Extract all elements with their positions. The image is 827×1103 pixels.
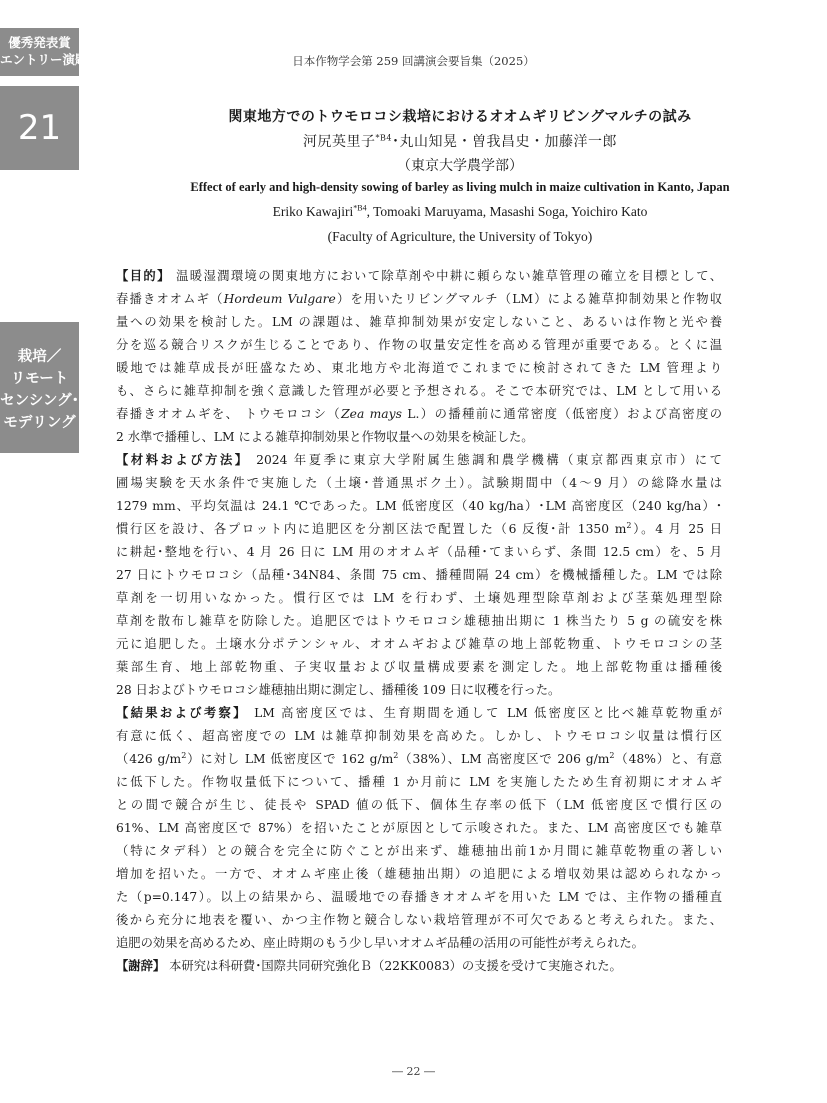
purpose-line: 春播きオオムギを、 トウモロコシ（Zea mays L.）の播種前に通常密度（低密度）および高密度の <box>116 407 722 421</box>
methods-line: 28 日およびトウモロコシ雄穂抽出期に測定し、播種後 109 日に収穫を行った。 <box>116 683 561 697</box>
category-tab <box>0 322 79 453</box>
methods-line: 1279 mm、平均気温は 24.1 ℃であった。LM 低密度区（40 kg/ha）･LM 高密度区（240 kg/ha）･ <box>116 499 722 513</box>
results-line: に低下した。作物収量低下について、播種 1 か月前に LM を実施したため生育初期にオオムギ <box>116 775 722 789</box>
first-author-en: Eriko Kawajiri <box>272 204 354 219</box>
presentation-number-tab <box>0 86 79 170</box>
category-line-1: 栽培／ <box>17 349 62 365</box>
acknowledgement-line: 【謝辞】 本研究は科研費･国際共同研究強化Ｂ（22KK0083）の支援を受けて実施された。 <box>116 959 622 973</box>
methods-line: に耕起･整地を行い、4 月 26 日に LM 用のオオムギ（品種･てまいらず、条間 12.5 cm）を、5 月 <box>116 545 722 559</box>
results-line: 追肥の効果を高めるため、座止時期のもう少し早いオオムギ品種の活用の可能性が考えられた。 <box>116 936 644 950</box>
purpose-heading: 【目的】 <box>116 269 171 283</box>
entry-label: エントリー演題 <box>0 52 88 67</box>
results-line: 増加を招いた。一方で、オオムギ座止後（雄穂抽出期）の追肥による増収効果は認められなかっ <box>116 867 722 881</box>
purpose-line: 【目的】 温暖湿潤環境の関東地方において除草剤や中耕に頼らない雑草管理の確立を目標として、 <box>116 269 722 283</box>
purpose-line: 2 水準で播種し、LM による雑草抑制効果と作物収量への効果を検証した。 <box>116 430 534 444</box>
purpose-line: 春播きオオムギ（Hordeum Vulgare）を用いたリビングマルチ（LM）による雑草抑制効果と作物収 <box>116 292 722 306</box>
journal-header: 日本作物学会第 259 回講演会要旨集（2025） <box>292 54 535 68</box>
category-line-3: センシング･ <box>0 393 79 409</box>
results-heading: 【結果および考察】 <box>116 706 248 720</box>
affiliation-english: (Faculty of Agriculture, the University of Tokyo) <box>327 229 593 244</box>
category-line-4: モデリング <box>3 415 76 431</box>
results-line: との間で競合が生じ、徒長や SPAD 値の低下、個体生存率の低下（LM 低密度区で慣行区の <box>116 798 722 812</box>
coauthors-en: , Tomoaki Maruyama, Masashi Soga, Yoichiro Kato <box>366 204 648 219</box>
author-mark-en: *B4 <box>353 203 367 213</box>
results-line: 【結果および考察】 LM 高密度区では、生育期間を通して LM 低密度区と比べ雑草乾物重が <box>116 706 722 720</box>
page-number: ― 22 ― <box>392 1065 435 1078</box>
authors-english <box>110 204 810 220</box>
category-line-2: リモート <box>10 371 69 387</box>
author-mark-ja: *B4 <box>375 133 392 143</box>
results-line: （426 $g/m^2$）に対し LM 低密度区で 162 $g/m^2(38\%)$、LM 高密度区で 206 $g/m^2(48\%)$と、有意 <box>116 750 722 766</box>
results-line: 61%、LM 高密度区で 87%）を招いたことが原因として示唆された。また、LM 高密度区でも雑草 <box>116 821 722 835</box>
title-japanese: 関東地方でのトウモロコシ栽培におけるオオムギリビングマルチの試み <box>228 109 692 125</box>
methods-line: 草剤を散布し雑草を防除した。追肥区ではトウモロコシ雄穂抽出期に 1 株当たり 5 g の硫安を株 <box>116 614 722 628</box>
methods-line: 草剤を一切用いなかった。慣行区では LM を行わず、土壌処理型除草剤および茎葉処理型除 <box>116 591 722 605</box>
abstract-body <box>116 265 722 978</box>
methods-line: 【材料および方法】 2024 年夏季に東京大学附属生態調和農学機構（東京都西東京市）にて <box>116 453 722 467</box>
affiliation-japanese: （東京大学農学部） <box>397 158 523 174</box>
purpose-line: も、さらに雑草抑制を強く意識した管理が必要と予想される。そこで本研究では、LM として用いる <box>116 384 722 398</box>
purpose-line: 量への効果を検討した。LM の課題は、雑草抑制効果が安定しないこと、あるいは作物と光や養 <box>116 315 722 329</box>
title-english: Effect of early and high-density sowing of barley as living mulch in maize cultivation in Kanto, Japan <box>190 180 730 194</box>
award-label: 優秀発表賞 <box>8 35 71 50</box>
coauthors-ja: ･丸山知晃・曽我昌史・加藤洋一郎 <box>391 134 617 150</box>
presentation-number: 21 <box>17 108 62 148</box>
results-line: た（p=0.147）。以上の結果から、温暖地での春播きオオムギを用いた LM では、主作物の播種直 <box>116 890 722 904</box>
methods-line: 葉部生育、地上部乾物重、子実収量および収量構成要素を測定した。地上部乾物重は播種後 <box>116 660 722 674</box>
results-line: 後から充分に地表を覆い、かつ主作物と競合しない栽培管理が不可欠であると考えられた。また、 <box>116 913 722 927</box>
purpose-line: 分を巡る競合リスクが生じることであり、作物の収量安定性を高める管理が重要である。とくに温 <box>116 338 722 352</box>
results-line: （特にタデ科）との競合を完全に防ぐことが出来ず、雄穂抽出前1か月間に雑草乾物重の著しい <box>116 844 722 858</box>
methods-heading: 【材料および方法】 <box>116 453 250 467</box>
methods-line: 圃場実験を天水条件で実施した（土壌･普通黒ボク土）。試験期間中（4～9 月）の総降水量は <box>116 476 722 490</box>
first-author-ja: 河尻英里子 <box>303 134 376 150</box>
species-name: Zea mays <box>341 407 402 421</box>
species-name: Hordeum Vulgare <box>223 292 336 306</box>
methods-line: 元に追肥した。土壌水分ポテンシャル、オオムギおよび雑草の地上部乾物重、トウモロコシの茎 <box>116 637 722 651</box>
methods-line: 慣行区を設け、各プロット内に追肥区を分割区法で配置した（6 反復･計 1350 $m^2$）。4 月 25 日 <box>116 520 722 536</box>
authors-japanese <box>110 131 810 151</box>
results-line: 有意に低く、超高密度での LM は雑草抑制効果を高めた。しかし、トウモロコシ収量は慣行区 <box>116 729 722 743</box>
purpose-line: 暖地では雑草成長が旺盛なため、東北地方や北海道でこれまでに検討されてきた LM 管理より <box>116 361 722 375</box>
acknowledgement-heading: 【謝辞】 <box>116 959 166 973</box>
methods-line: 27 日にトウモロコシ（品種･34N84、条間 75 cm、播種間隔 24 cm）を機械播種した。LM では除 <box>116 568 722 582</box>
